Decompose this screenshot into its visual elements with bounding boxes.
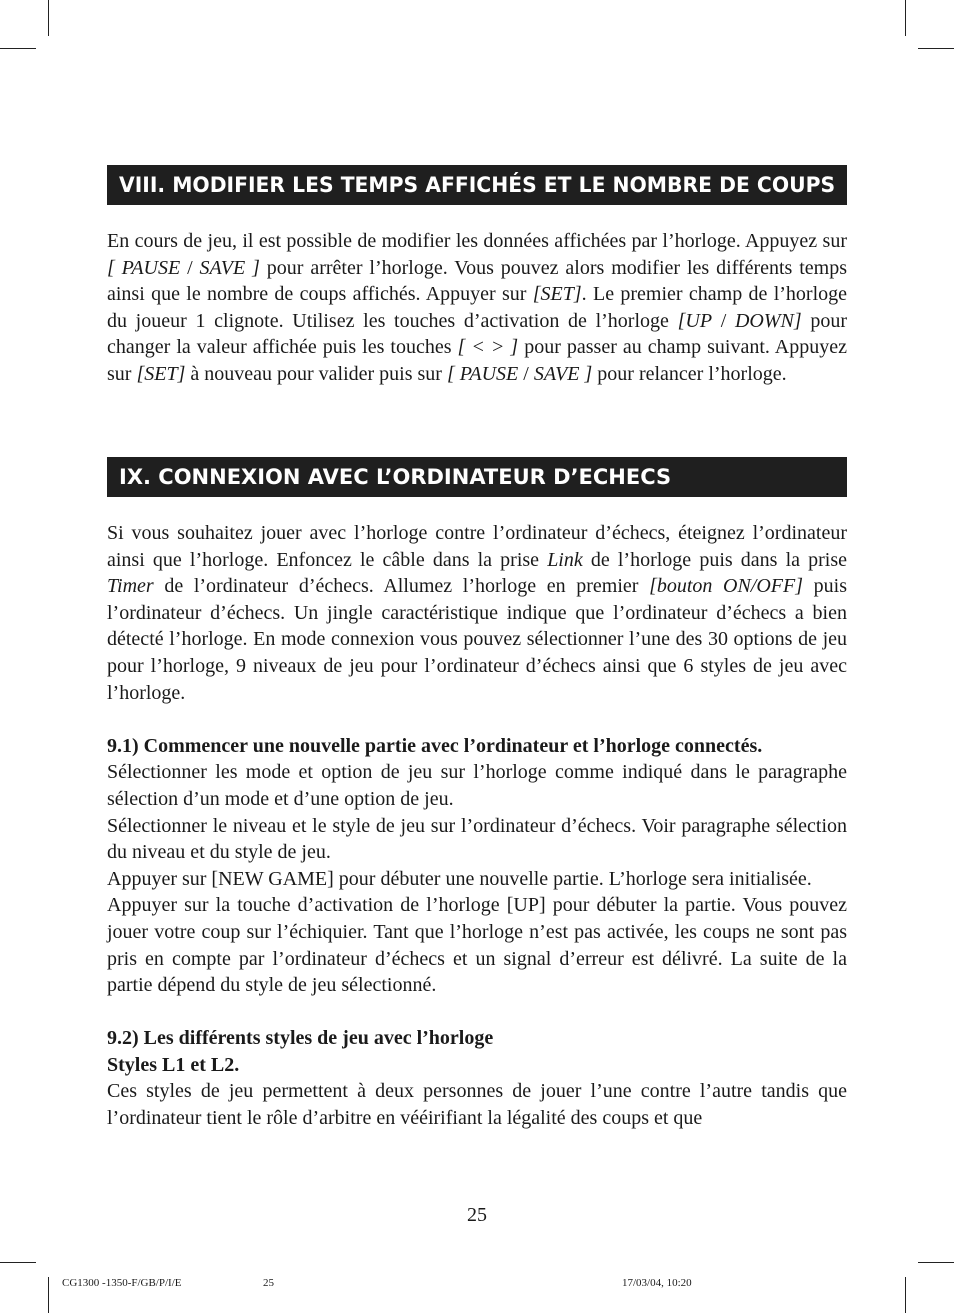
section-9-intro: Si vous souhaitez jouer avec l’horloge contre l’ordinateur d’échecs, éteignez l’ordinateur ainsi que l’horloge. Enfoncez le câble dans la prise Link de l’horloge puis dans la prise Timer de l’ordinateur d’échecs. Allumez l’horloge en premier [bouton ON/OFF] puis l’ordinateur d’échecs. Un jingle caractéristique indique que l’ordinateur d’échecs a bien détecté l’horloge. En mode connexion vous pouvez sélectionner l’une des 30 options de jeu pour l’horloge, 9 niveaux de jeu pour l’ordinateur d’échecs ainsi que 6 styles de jeu avec l’horloge. [107, 522, 847, 704]
crop-mark [905, 1277, 906, 1313]
crop-mark [48, 0, 49, 36]
section-9-title-bar [107, 457, 847, 497]
subsection-9-2-text: Ces styles de jeu permettent à deux personnes de jouer l’une contre l’autre tandis que l’ordinateur tient le rôle d’arbitre en vééirifiant la légalité des coups et que [107, 1080, 847, 1130]
crop-mark [0, 48, 36, 49]
subsection-9-2-subheading: Styles L1 et L2. [107, 1053, 240, 1076]
footer-doc-ref: CG1300 -1350-F/GB/P/I/E [62, 1277, 182, 1289]
section-9-body [107, 520, 847, 1132]
crop-mark [918, 1262, 954, 1263]
subsection-9-1-line: Sélectionner les mode et option de jeu sur l’horloge comme indiqué dans le paragraphe sélection d’un mode et d’une option de jeu. [107, 761, 847, 810]
subsection-9-1-heading: 9.1) Commencer une nouvelle partie avec l’ordinateur et l’horloge connectés. [107, 734, 763, 757]
subsection-9-1-line: Appuyer sur [NEW GAME] pour débuter une nouvelle partie. L’horloge sera initialisée. [107, 867, 812, 890]
page-number: 25 [467, 1204, 487, 1226]
crop-mark [918, 48, 954, 49]
subsection-9-1-line: Appuyer sur la touche d’activation de l’horloge [UP] pour débuter la partie. Vous pouvez jouer votre coup sur l’échiquier. Tant que l’horloge n’est pas activée, les coups ne sont pas pris en compte par l’ordinateur d’échecs et un signal d’erreur est délivré. La suite de la partie dépend du style de jeu sélectionné. [107, 894, 847, 997]
crop-mark [48, 1277, 49, 1313]
section-8-text: En cours de jeu, il est possible de modifier les données affichées par l’horloge. Appuyez sur [ PAUSE / SAVE ] pour arrêter l’horloge. Vous pouvez alors modifier les différents temps ainsi que le nombre de coups affichés. Appuyer sur [SET]. Le premier champ de l’horloge du joueur 1 clignote. Utilisez les touches d’activation de l’horloge [UP / DOWN] pour changer la valeur affichée puis les touches [ < > ] pour passer au champ suivant. Appuyez sur [SET] à nouveau pour valider puis sur [ PAUSE / SAVE ] pour relancer l’horloge. [107, 230, 848, 385]
subsection-9-2-heading: 9.2) Les différents styles de jeu avec l’horloge [107, 1027, 494, 1050]
footer-page: 25 [263, 1277, 274, 1289]
section-8-title-bar [107, 165, 847, 205]
crop-mark [0, 1262, 36, 1263]
section-9-title: IX. CONNEXION AVEC L’ORDINATEUR D’ECHECS [119, 465, 672, 489]
crop-mark [905, 0, 906, 36]
footer-timestamp: 17/03/04, 10:20 [622, 1277, 692, 1289]
section-8-title: VIII. MODIFIER LES TEMPS AFFICHÉS ET LE NOMBRE DE COUPS [119, 173, 836, 197]
section-8-paragraph [107, 228, 847, 388]
subsection-9-1-line: Sélectionner le niveau et le style de jeu sur l’ordinateur d’échecs. Voir paragraphe sélection du niveau et du style de jeu. [107, 814, 847, 864]
